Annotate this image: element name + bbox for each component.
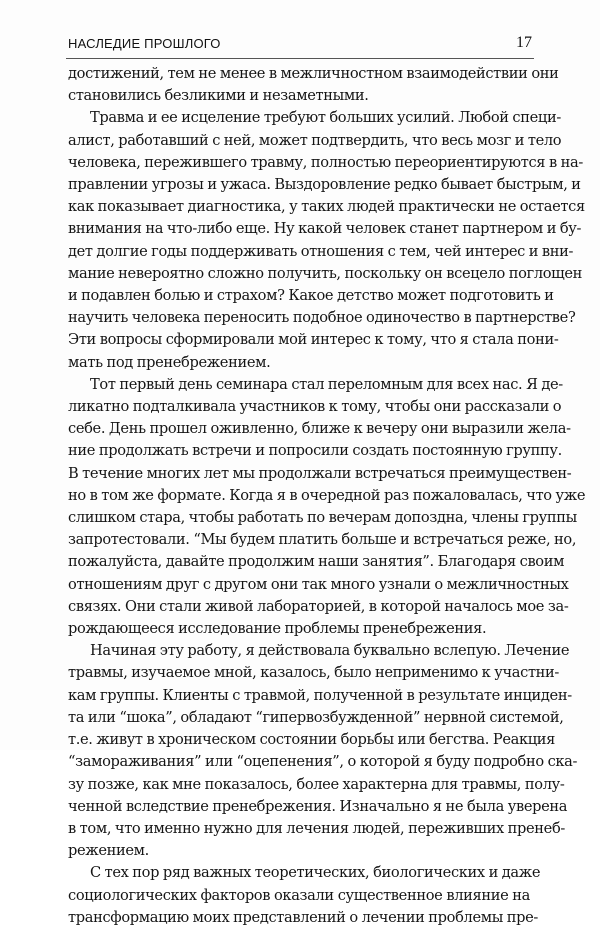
text-line: Тот первый день семинара стал переломным для всех нас. Я де- (90, 375, 563, 393)
text-line: отношениям друг с другом они так много узнали о межличностных (68, 575, 569, 593)
text-line: режением. (68, 842, 149, 860)
text-line: Травма и ее исцеление требуют больших усилий. Любой специ- (90, 109, 561, 127)
text-line: в том, что именно нужно для лечения людей, переживших пренеб- (68, 819, 565, 837)
text-line: запротестовали. “Мы будем платить больше и встречаться реже, но, (68, 531, 577, 549)
text-line: социологических факторов оказали существенное влияние на (68, 886, 530, 904)
text-line: С тех пор ряд важных теоретических, биологических и даже (90, 864, 541, 882)
text-line: ние продолжать встречи и попросили создать постоянную группу. (68, 442, 562, 460)
text-line: рождающееся исследование проблемы пренебрежения. (68, 620, 487, 638)
text-line: как показывает диагностика, у таких людей практически не остается (68, 198, 585, 216)
running-head: НАСЛЕДИЕ ПРОШЛОГО (68, 36, 221, 51)
text-line: научить человека переносить подобное одиночество в партнерстве? (68, 309, 576, 327)
text-line: Эти вопросы сформировали мой интерес к тому, что я стала пони- (68, 331, 559, 349)
text-line: “замораживания” или “оцепенения”, о которой я буду подробно ска- (68, 753, 578, 771)
text-line: кам группы. Клиенты с травмой, полученной в результате инциден- (68, 686, 572, 704)
text-line: пожалуйста, давайте продолжим наши занятия”. Благодаря своим (68, 553, 565, 571)
text-line: мать под пренебрежением. (68, 353, 271, 371)
text-line: та или “шока”, обладают “гипервозбужденной” нервной системой, (68, 708, 564, 726)
text-line: т.е. живут в хроническом состоянии борьбы или бегства. Реакция (68, 731, 556, 749)
text-line: достижений, тем не менее в межличностном взаимодействии они (68, 65, 559, 82)
text-line: трансформацию моих представлений о лечении проблемы пре- (68, 908, 539, 926)
text-line: и подавлен болью и страхом? Какое детство может подготовить и (68, 287, 554, 305)
text-line: дет долгие годы поддерживать отношения с тем, чей интерес и вни- (68, 242, 574, 260)
text-line: связях. Они стали живой лабораторией, в которой началось мое за- (68, 597, 569, 615)
text-line: ликатно подталкивала участников к тому, чтобы они рассказали о (68, 398, 562, 416)
text-line: слишком стара, чтобы работать по вечерам допоздна, члены группы (68, 509, 577, 527)
text-line: Начиная эту работу, я действовала буквально вслепую. Лечение (90, 642, 570, 660)
text-line: ченной вследствие пренебрежения. Изначально я не была уверена (68, 797, 568, 815)
header-rule (66, 58, 534, 59)
text-line: правлении угрозы и ужаса. Выздоровление редко бывает быстрым, и (68, 176, 581, 194)
text-line: себе. День прошел оживленно, ближе к вечеру они выразили жела- (68, 420, 571, 438)
text-line: алист, работавший с ней, может подтвердить, что весь мозг и тело (68, 131, 562, 149)
page-number: 17 (516, 34, 532, 51)
text-line: но в том же формате. Когда я в очередной раз пожаловалась, что уже (68, 486, 586, 504)
text-line: В течение многих лет мы продолжали встречаться преимуществен- (68, 464, 572, 482)
text-line: мание невероятно сложно получить, поскольку он всецело поглощен (68, 264, 583, 282)
text-line: травмы, изучаемое мной, казалось, было неприменимо к участни- (68, 664, 560, 682)
text-line: становились безликими и незаметными. (68, 87, 369, 105)
text-line: человека, пережившего травму, полностью переориентируются в на- (68, 153, 583, 171)
text-line: зу позже, как мне показалось, более характерна для травмы, полу- (68, 775, 565, 793)
body-text (68, 63, 586, 929)
text-line: внимания на что-либо еще. Ну какой человек станет партнером и бу- (68, 220, 582, 238)
